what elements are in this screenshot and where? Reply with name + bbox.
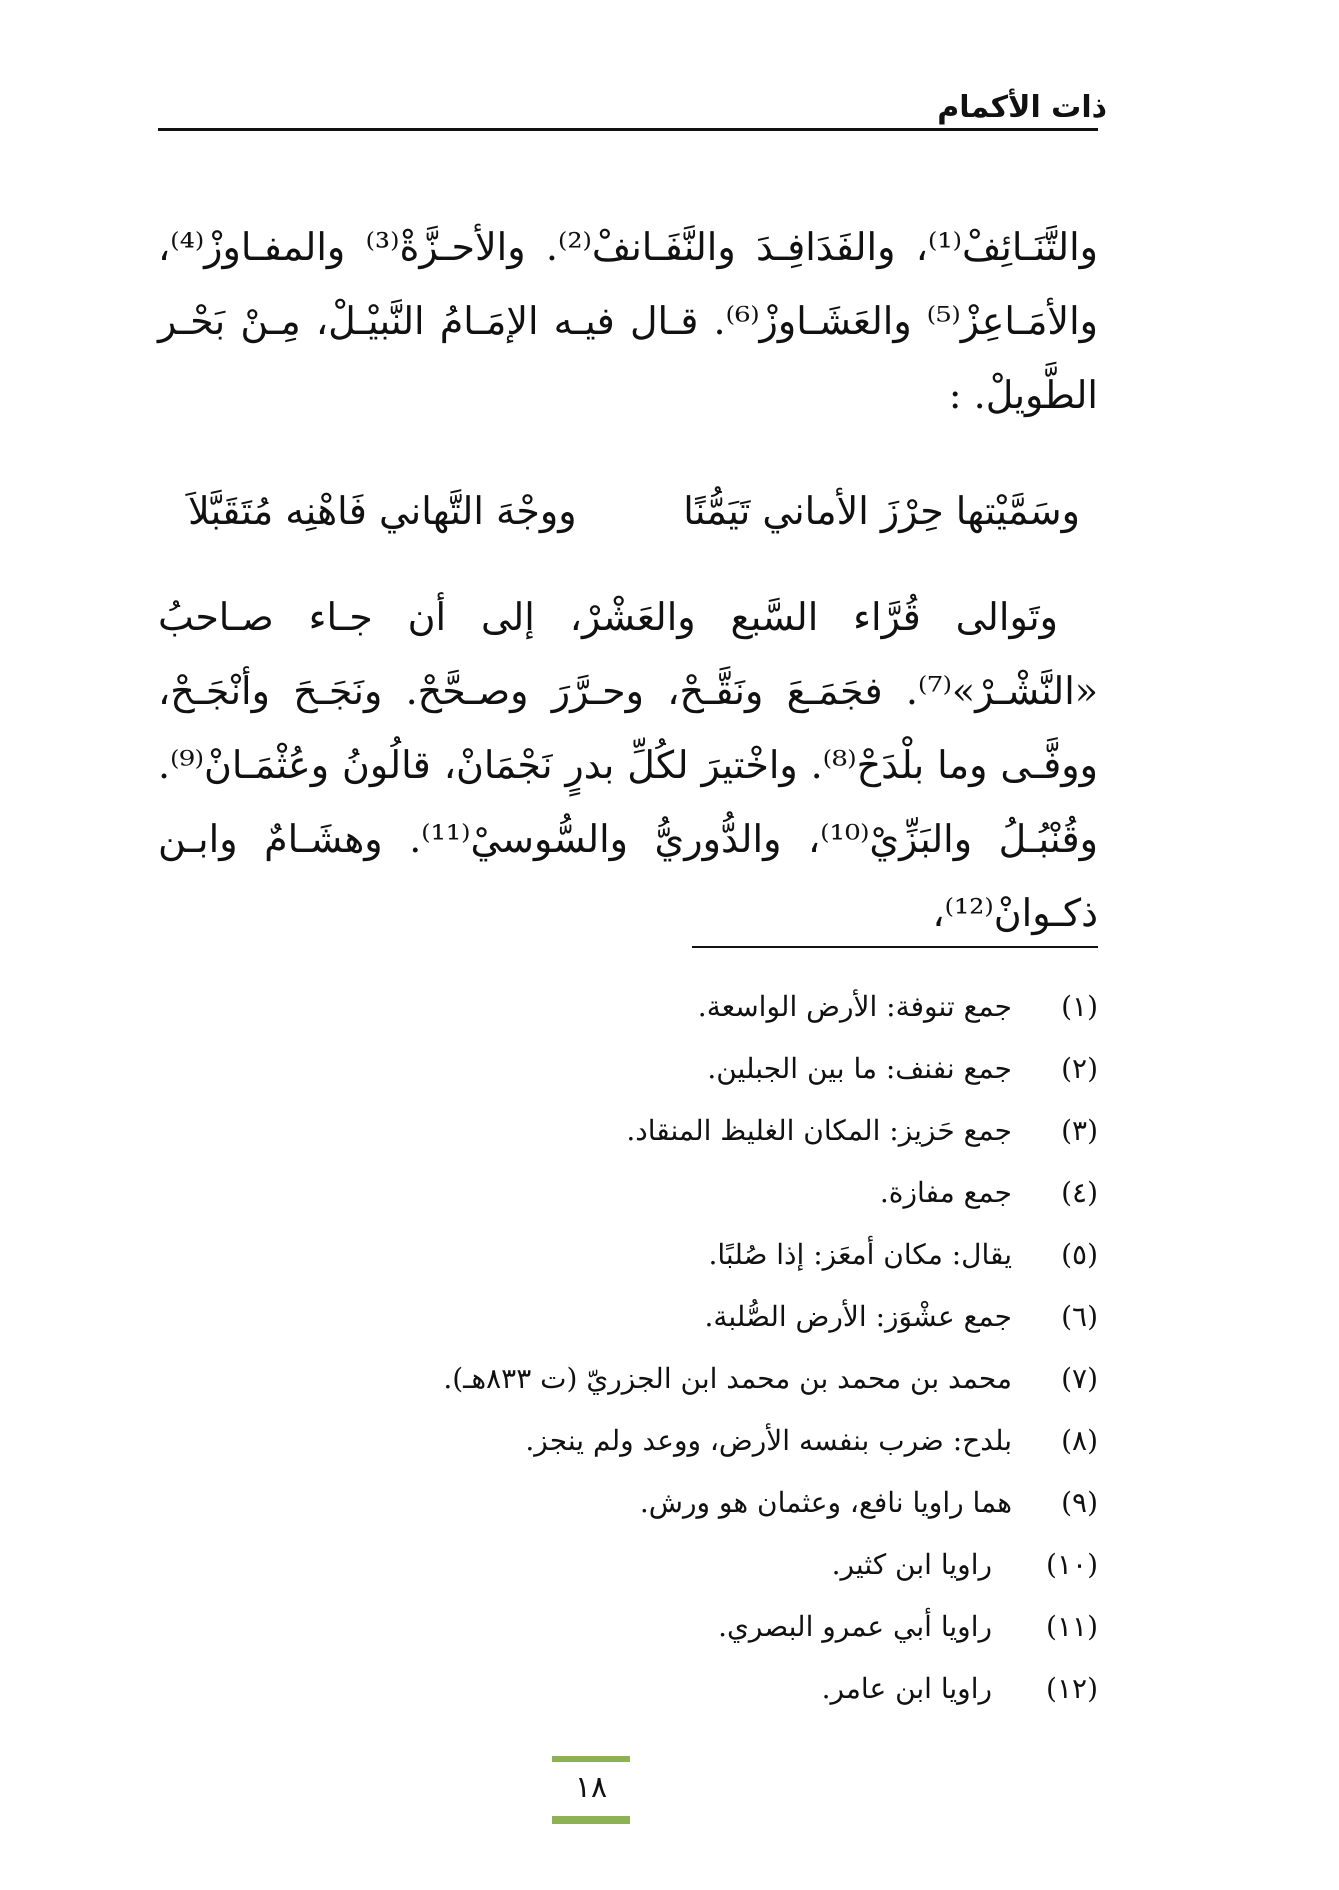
footnote-item xyxy=(158,1410,1098,1472)
footnote-text: جمع تنوفة: الأرض الواسعة. xyxy=(697,990,1012,1023)
body-paragraph-1: والتَّنَـائِفْ⁽¹⁾، والفَدَافِـدَ والنَّفَـانفْ⁽²⁾. والأحـزَّةْ⁽³⁾ والمفـاوزْ⁽⁴⁾، والأمَـاعِزْ⁽⁵⁾ والعَشَـاوزْ⁽⁶⁾. قـال فيـه الإمَـامُ النَّبيْـلْ، مِـنْ بَحْـر الطَّويلْ. : xyxy=(158,225,1099,417)
footnote-number: (٧) xyxy=(1061,1362,1098,1395)
footnote-item xyxy=(158,1472,1098,1534)
footnote-number: (٨) xyxy=(1061,1424,1098,1457)
footnote-number: (٢) xyxy=(1061,1052,1098,1085)
footnote-number: (٦) xyxy=(1061,1300,1098,1333)
footnote-separator xyxy=(692,946,1098,948)
footnote-item xyxy=(158,1162,1098,1224)
footnote-text: جمع مفازة. xyxy=(879,1176,1012,1209)
page-number: ١٨ xyxy=(574,1770,608,1805)
footnote-item xyxy=(158,1658,1098,1720)
footnote-text: بلدح: ضرب بنفسه الأرض، ووعد ولم ينجز. xyxy=(525,1424,1012,1457)
footnote-text: يقال: مكان أمعَز: إذا صُلبًا. xyxy=(708,1238,1012,1271)
footnote-number: (١٢) xyxy=(1046,1672,1098,1705)
footnote-number: (٩) xyxy=(1061,1486,1098,1519)
verse-second-hemistich: ووجْهَ التَّهاني فَاهْنِه مُتَقَبَّلاَ xyxy=(188,489,577,533)
footnote-item xyxy=(158,1596,1098,1658)
footnote-text: راويا ابن كثير. xyxy=(831,1548,992,1581)
footnote-text: جمع عشْوَز: الأرض الصُّلبة. xyxy=(704,1300,1012,1333)
footnote-item xyxy=(158,1348,1098,1410)
footnote-text: جمع نفنف: ما بين الجبلين. xyxy=(707,1052,1012,1085)
footnote-text: محمد بن محمد بن محمد ابن الجزريّ (ت ٨٣٣هـ). xyxy=(443,1362,1012,1395)
page-number-top-bar xyxy=(552,1756,630,1762)
footnote-item xyxy=(158,1100,1098,1162)
footnote-item xyxy=(158,976,1098,1038)
verse-first-hemistich: وسَمَّيْتها حِرْزَ الأماني تَيَمُّنًا xyxy=(683,489,1080,533)
footnote-number: (١٠) xyxy=(1046,1548,1098,1581)
footnote-item xyxy=(158,1534,1098,1596)
footnote-text: جمع حَزيز: المكان الغليظ المنقاد. xyxy=(626,1114,1012,1147)
footnotes-list xyxy=(158,976,1098,1720)
footnote-number: (٣) xyxy=(1061,1114,1098,1147)
header-rule xyxy=(158,128,1098,131)
body-paragraph-2: وتَوالى قُرَّاء السَّبع والعَشْرْ، إلى أن جـاء صـاحبُ «النَّشْـرْ»⁽⁷⁾. فجَمَـعَ ونَقَّـحْ، وحـرَّرَ وصـحَّحْ. ونَجَـحَ وأنْجَـحْ، ووفَّـى وما بلْدَحْ⁽⁸⁾. واخْتيرَ لكُلِّ بدرٍ نَجْمَانْ، قالُونُ وعُثْمَـانْ⁽⁹⁾. وقُنْبُـلُ والبَزِّيْ⁽¹⁰⁾، والدُّوريُّ والسُّوسيْ⁽¹¹⁾. وهشَـامٌ وابـن ذكـوانْ⁽¹²⁾، xyxy=(158,595,1098,935)
poetry-verse xyxy=(158,476,1098,546)
footnote-text: راويا ابن عامر. xyxy=(821,1672,992,1705)
footnote-number: (٤) xyxy=(1061,1176,1098,1209)
page-number-bottom-bar xyxy=(552,1816,630,1824)
footnote-item xyxy=(158,1224,1098,1286)
footnote-text: هما راويا نافع، وعثمان هو ورش. xyxy=(639,1486,1012,1519)
footnote-item xyxy=(158,1038,1098,1100)
running-header-title: ذات الأكمام xyxy=(937,90,1107,125)
footnote-number: (٥) xyxy=(1061,1238,1098,1271)
footnote-number: (١١) xyxy=(1046,1610,1098,1643)
footnote-number: (١) xyxy=(1061,990,1098,1023)
footnote-text: راويا أبي عمرو البصري. xyxy=(718,1610,992,1643)
footnote-item xyxy=(158,1286,1098,1348)
